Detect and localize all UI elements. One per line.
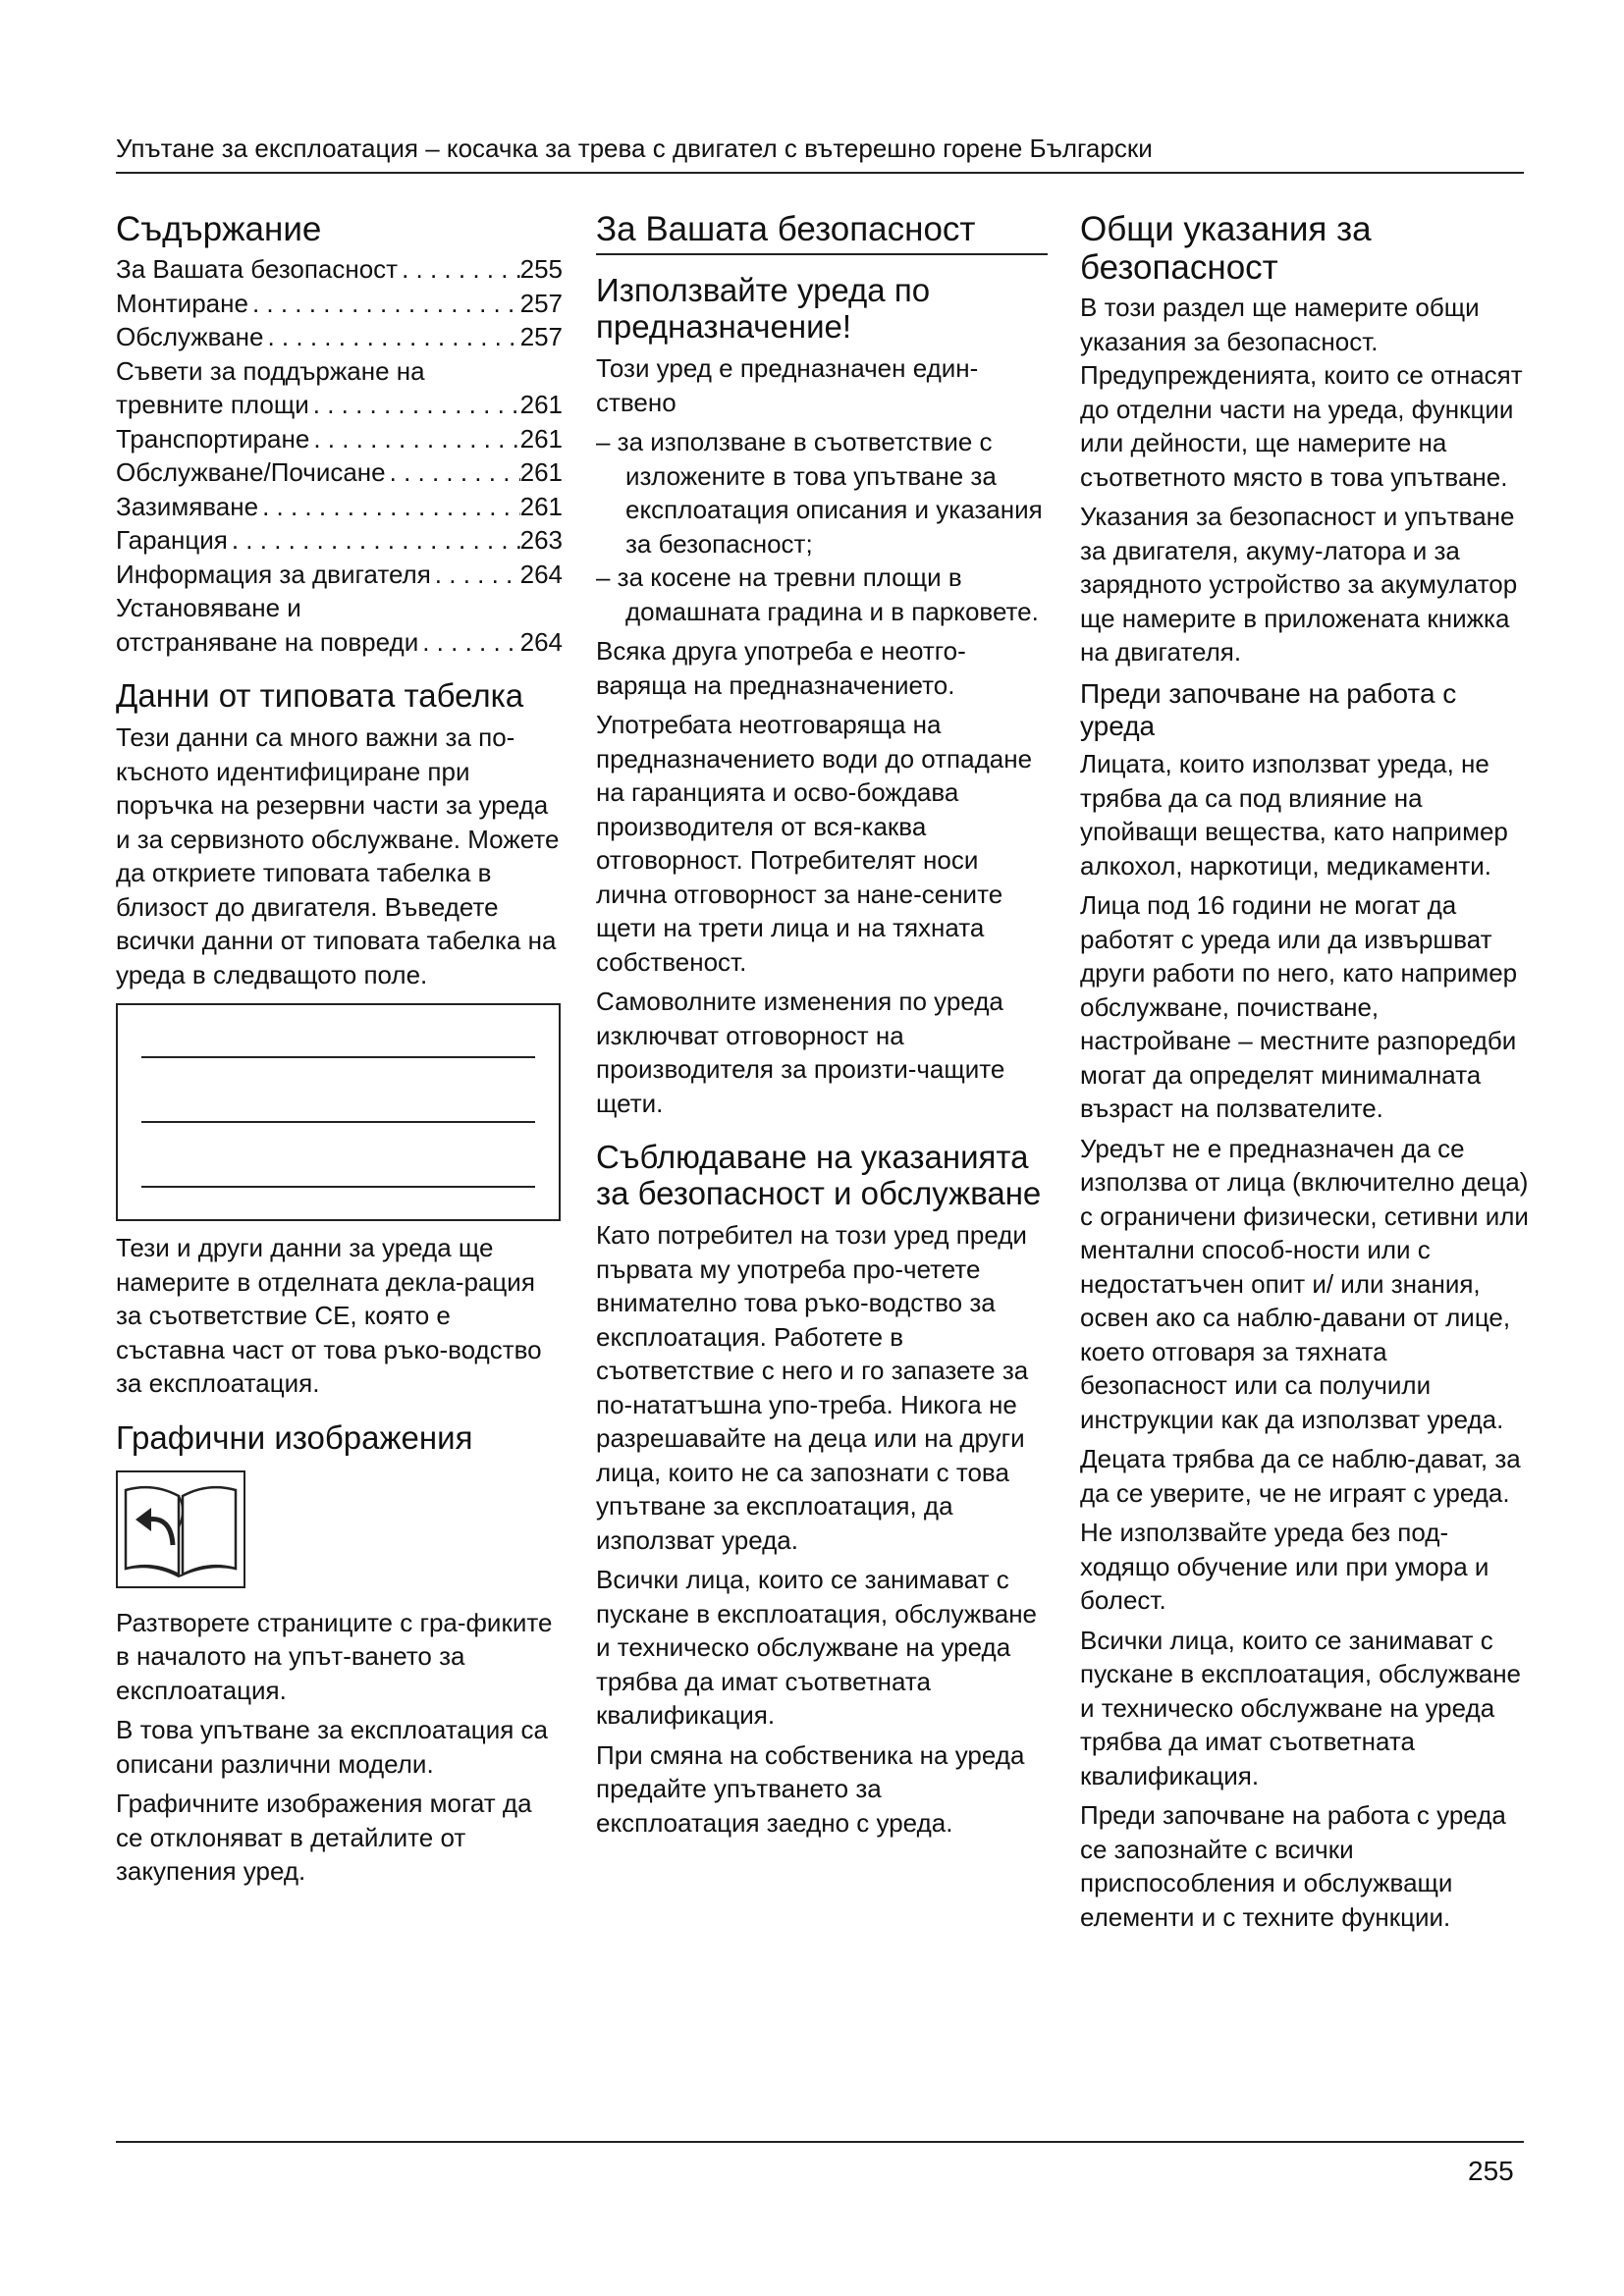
general-safety-heading: Общи указания за безопасност xyxy=(1080,210,1372,288)
toc-entry-line1: Съвети за поддържане на xyxy=(116,355,425,386)
observe-text-1: Като потребител на този уред преди първата му употреба про-четете внимателно това ръко-водство за експлоатация. Работете в съответствие с него и го запазете за по-нататъшна упо-треба. Никога не разрешавайте на деца или на други лица, които не са запознати с това упътване за експлоатация, да използват уреда. xyxy=(596,1220,1029,1555)
general-safety-text-2: Указания за безопасност и упътване за двигателя, акуму-латора и за зарядното устройство за акумулатор ще намерите в приложената книжка на двигателя. xyxy=(1080,502,1518,667)
rating-plate-heading: Данни от типовата табелка xyxy=(116,677,524,715)
general-safety-text-1: В този раздел ще намерите общи указания за безопасност. Предупрежденията, които се отнасят до отделни части на уреда, функции или дейности, ще намерите на съответното място в това упътване. xyxy=(1080,293,1523,492)
column-2 xyxy=(596,210,1048,1845)
safety-title: За Вашата безопасност xyxy=(596,210,1048,255)
intended-use-text-2: Употребата неотговаряща на предназначението води до отпадане на гаранцията и осво-бождава производителя от вся-каква отговорност. Потребителят носи лична отговорност за нане-сените щети на трети лица и на тяхната собственост. xyxy=(596,710,1033,977)
before-starting-text-4: Децата трябва да се наблю-дават, за да се уверите, че не играят с уреда. xyxy=(1080,1444,1521,1508)
list-item: – за косене на тревни площи в домашната градина и в парковете. xyxy=(596,562,1039,626)
toc-entry[interactable]: тревните площи . . . 261 xyxy=(116,388,563,422)
before-starting-text-6: Всички лица, които се занимават с пускане в експлоатация, обслужване и техническо обслужване на уреда трябва да имат съответната квалификация. xyxy=(1080,1625,1522,1790)
entry-line xyxy=(141,1056,535,1058)
rating-plate-entry-box[interactable] xyxy=(116,1003,561,1221)
entry-line xyxy=(141,1121,535,1123)
running-header: Упътане за експлоатация – косачка за трева с двигател с вътерешно горене Български xyxy=(116,133,1524,174)
before-starting-text-7: Преди започване на работа с уреда се запознайте с всички приспособления и обслужващи елементи и с техните функции. xyxy=(1080,1800,1506,1932)
intended-use-list xyxy=(596,425,1048,628)
graphics-text-1: Разтворете страниците с гра-фиките в началото на упът-ването за експлоатация. xyxy=(116,1607,553,1705)
list-item: – за използване в съответствие с изложените в това упътване за експлоатация описания и указания за безопасност; xyxy=(596,427,1043,559)
graphics-text-2: В това упътване за експлоатация са описани различни модели. xyxy=(116,1715,548,1779)
before-starting-heading: Преди започване на работа с уреда xyxy=(1080,677,1457,742)
intended-use-heading: Използвайте уреда по предназначение! xyxy=(596,272,931,346)
footer-rule xyxy=(116,2141,1524,2143)
rating-plate-after-text: Тези и други данни за уреда ще намерите в отделната декла-рация за съответствие CE, която е съставна част от това ръко-водство за експлоатация. xyxy=(116,1233,542,1399)
toc-entry[interactable]: отстраняване на повреди . . . 264 xyxy=(116,625,563,660)
column-3 xyxy=(1080,210,1532,1940)
graphics-text-3: Графичните изображения могат да се отклоняват в детайлите от закупения уред. xyxy=(116,1789,532,1887)
toc-entry[interactable]: За Вашата безопасност . . . 255 xyxy=(116,252,563,287)
rating-plate-text: Тези данни са много важни за по-късното идентифициране при поръчка на резервни части за уреда и за сервизното обслужване. Можете да откриете типовата табелка в близост до двигателя. Въведете всички данни от типовата табелка на уреда в следващото поле. xyxy=(116,722,560,989)
before-starting-text-5: Не използвайте уреда без под-ходящо обучение или при умора и болест. xyxy=(1080,1518,1489,1616)
before-starting-text-1: Лицата, които използват уреда, не трябва да са под влияние на упойващи вещества, като например алкохол, наркотици, медикаменти. xyxy=(1080,749,1508,881)
intended-use-text-1: Всяка друга употреба е неотго-варяща на предназначението. xyxy=(596,636,966,700)
before-starting-text-3: Уредът не е предназначен да се използва от лица (включително деца) с ограничени физически, сетивни или ментални способ-ности или с недостатъчен опит и/ или знания, освен ако са наблю-давани от лице, което отговаря за тяхната безопасност или са получили инструкции как да използват уреда. xyxy=(1080,1133,1529,1434)
open-book-page-turn-icon xyxy=(116,1470,245,1588)
entry-line xyxy=(141,1186,535,1188)
graphics-heading: Графични изображения xyxy=(116,1418,473,1456)
page-number: 255 xyxy=(1468,2156,1514,2186)
intended-use-intro: Този уред е предназначен един-ствено xyxy=(596,353,979,417)
toc-entry[interactable]: Обслужване/Почисане . . . 261 xyxy=(116,455,563,490)
toc-entry[interactable]: Обслужване . . . 257 xyxy=(116,320,563,354)
observe-text-3: При смяна на собственика на уреда предайте упътването за експлоатация заедно с уреда. xyxy=(596,1739,1025,1838)
toc-heading: Съдържание xyxy=(116,210,322,248)
toc-entry[interactable]: Гаранция . . . 263 xyxy=(116,523,563,558)
before-starting-text-2: Лица под 16 години не могат да работят с уреда или да извършват други работи по него, като например обслужване, почистване, настройване – местните разпоредби могат да определят минималната възраст на ползвателите. xyxy=(1080,890,1518,1124)
toc-entry[interactable]: Транспортиране . . . 261 xyxy=(116,422,563,456)
observe-instructions-heading: Съблюдаване на указанията за безопасност и обслужване xyxy=(596,1139,1042,1212)
table-of-contents xyxy=(116,252,563,659)
toc-entry-line1: Установяване и xyxy=(116,593,301,623)
toc-entry[interactable]: Информация за двигателя . . . 264 xyxy=(116,558,563,592)
toc-entry[interactable]: Зазимяване . . . 261 xyxy=(116,490,563,524)
intended-use-text-3: Самоволните изменения по уреда изключват отговорност на производителя за произти-чащите щети. xyxy=(596,987,1005,1118)
column-1 xyxy=(116,210,563,1895)
toc-entry[interactable]: Монтиране . . . 257 xyxy=(116,287,563,321)
observe-text-2: Всички лица, които се занимават с пускане в експлоатация, обслужване и техническо обслужване на уреда трябва да имат съответната квалификация. xyxy=(596,1565,1038,1730)
